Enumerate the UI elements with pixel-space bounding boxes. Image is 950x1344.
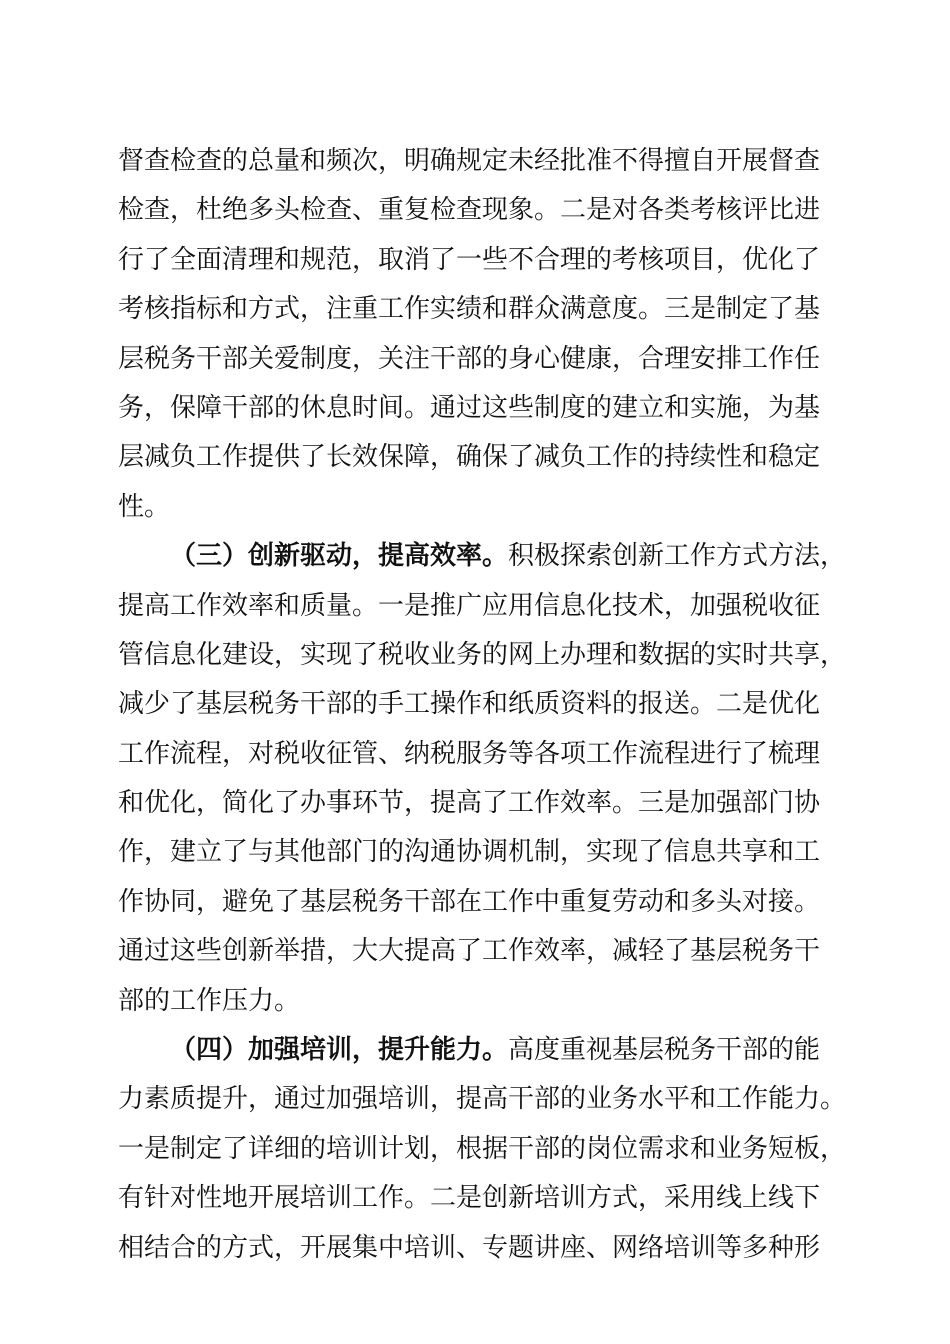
text-line: 考核指标和方式，注重工作实绩和群众满意度。三是制定了基: [118, 294, 821, 325]
text-fragment: 积极探索创新工作方式方法，: [508, 541, 847, 572]
section-3-heading: （三）创新驱动，提高效率。: [170, 541, 509, 572]
text-line: 务，保障干部的休息时间。通过这些制度的建立和实施，为基: [118, 392, 821, 423]
text-line: 和优化，简化了办事环节，提高了工作效率。三是加强部门协: [118, 788, 821, 819]
text-line: 工作流程，对税收征管、纳税服务等各项工作流程进行了梳理: [118, 738, 821, 769]
text-line: 相结合的方式，开展集中培训、专题讲座、网络培训等多种形: [118, 1232, 821, 1263]
text-line: 一是制定了详细的培训计划，根据干部的岗位需求和业务短板，: [118, 1133, 847, 1164]
section-4-paragraph: [118, 1026, 847, 1273]
text-line: 通过这些创新举措，大大提高了工作效率，减轻了基层税务干: [118, 936, 821, 967]
text-line: 层税务干部关爱制度，关注干部的身心健康，合理安排工作任: [118, 343, 821, 374]
text-line: 力素质提升，通过加强培训，提高干部的业务水平和工作能力。: [118, 1084, 847, 1115]
text-line: 督查检查的总量和频次，明确规定未经批准不得擅自开展督查: [118, 146, 821, 176]
section-4-first-line: [118, 1026, 838, 1075]
text-line: 层减负工作提供了长效保障，确保了减负工作的持续性和稳定: [118, 442, 821, 473]
text-line: 减少了基层税务干部的手工操作和纸质资料的报送。二是优化: [118, 689, 821, 720]
text-line: 管信息化建设，实现了税收业务的网上办理和数据的实时共享，: [118, 639, 847, 670]
section-4-heading: （四）加强培训，提升能力。: [170, 1035, 509, 1066]
text-line: 作，建立了与其他部门的沟通协调机制，实现了信息共享和工: [118, 837, 821, 868]
section-3-first-line: [118, 532, 847, 581]
text-line: 有针对性地开展培训工作。二是创新培训方式，采用线上线下: [118, 1183, 821, 1214]
text-line: 作协同，避免了基层税务干部在工作中重复劳动和多头对接。: [118, 886, 821, 917]
text-line: 性。: [118, 491, 171, 522]
text-line: 行了全面清理和规范，取消了一些不合理的考核项目，优化了: [118, 244, 821, 275]
text-line: 部的工作压力。: [118, 985, 301, 1016]
section-3-paragraph: [118, 532, 847, 1026]
paragraph-continuation: [118, 137, 838, 532]
text-line: 提高工作效率和质量。一是推广应用信息化技术，加强税收征: [118, 590, 821, 621]
text-line: 检查，杜绝多头检查、重复检查现象。二是对各类考核评比进: [118, 195, 821, 226]
text-fragment: 高度重视基层税务干部的能: [508, 1035, 821, 1066]
document-body: [118, 137, 847, 1273]
